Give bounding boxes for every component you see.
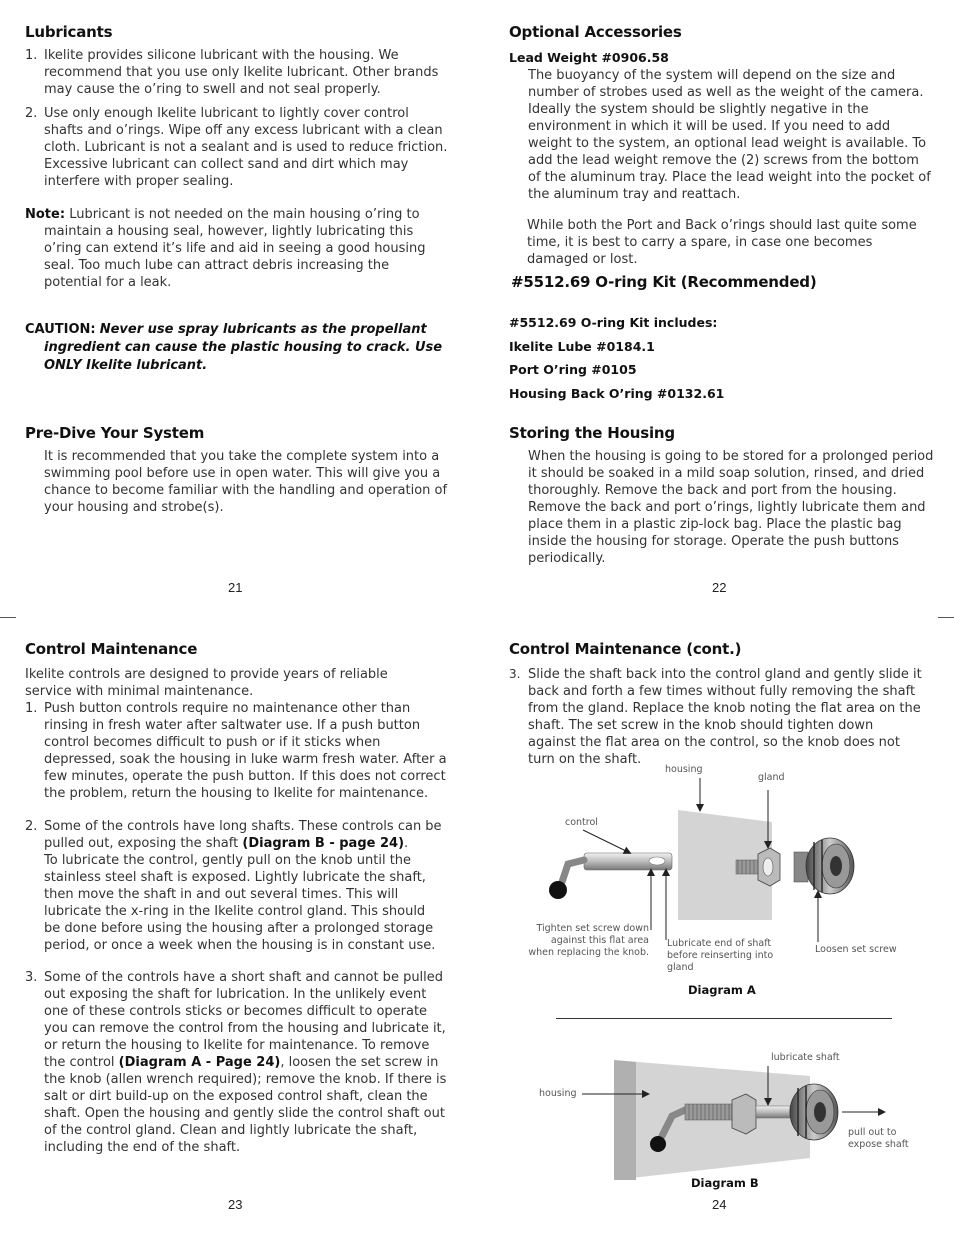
lubricant-note: [25, 206, 450, 291]
page-number-21: 21: [228, 580, 243, 595]
control-knob-ball: [650, 1136, 666, 1152]
gland-nut: [732, 1094, 756, 1134]
list-text: Ikelite provides silicone lubricant with the housing. We recommend that you use only Ikelite lubricant. Other brands may cause the o’ring to swell and not seal properly.: [44, 48, 439, 97]
lead-weight-text: The buoyancy of the system will depend on the size and number of strobes used as well as the weight of the camera. Ideally the system should be slightly negative in the environment in which it will be used. If you need to add weight to the system, an optional lead weight is available. To add the lead weight remove the (2) screws from the bottom of the aluminum tray. Place the lead weight into the pocket of the aluminum tray and reattach.: [528, 68, 931, 202]
page-number-24: 24: [712, 1197, 727, 1212]
kit-item: #5512.69 O-ring Kit includes:: [509, 315, 718, 330]
lubricants-item-2: [25, 105, 450, 190]
storing-text: When the housing is going to be stored for a prolonged period it should be soaked in a mild soap solution, rinsed, and dried thoroughly. Remove the back and port from the housing. Remove the back and port o’rings, lightly lubricate them and place them in a plastic zip-lock bag. Place the plastic bag inside the housing for storage. Operate the push buttons periodically.: [528, 449, 934, 566]
list-text: Push button controls require no maintenance other than rinsing in fresh water after saltwater use. If a push button control becomes difficult to push or if it sticks when depressed, soak the housing in luke warm fresh water. After a few minutes, operate the push button. If this does not correct the problem, return the housing to Ikelite for maintenance.: [44, 701, 447, 801]
page-number-22: 22: [712, 580, 727, 595]
diagram-a-reference: (Diagram A - Page 24): [118, 1055, 281, 1070]
crop-mark-right: [938, 617, 954, 618]
crop-mark-left: [0, 617, 16, 618]
predive-text: It is recommended that you take the complete system into a swimming pool before use in open water. This will give you a chance to become familiar with the handling and operation of your housing and strobe(s).: [44, 449, 448, 515]
control-maintenance-heading: Control Maintenance: [25, 640, 198, 658]
list-number: 2.: [25, 819, 38, 834]
diagram-divider: [556, 1018, 892, 1019]
exposed-shaft: [756, 1106, 790, 1118]
kit-item: Housing Back O’ring #0132.61: [509, 386, 725, 401]
list-text: [25, 818, 443, 954]
control-item-3: [25, 969, 450, 1156]
item3-text-b: , loosen the set screw in the knob (allen wrench required); remove the knob. If there is salt or dirt build-up on the exposed control shaft, clean the shaft. Open the housing and gently slide the control shaft out of the control gland. Clean and lightly lubricate the shaft, including the end of the shaft.: [44, 1055, 447, 1155]
caution-note: [25, 321, 450, 375]
diagram-a-tighten-label: Tighten set screw down against this flat area when replacing the knob.: [528, 923, 649, 958]
diagram-a-control-label: control: [565, 817, 598, 828]
lubricants-heading: Lubricants: [25, 23, 113, 41]
lubricants-item-1: [25, 47, 450, 98]
item3-text-a: Some of the controls have a short shaft and cannot be pulled out exposing the shaft for lubrication. In the unlikely event one of these controls sticks or becomes difficult to operate you can remove the control from the housing and lubricate it, or return the housing to Ikelite for maintenance. To remove the control: [44, 970, 446, 1070]
list-number: 3.: [25, 970, 38, 985]
diagram-a-caption: Diagram A: [688, 983, 756, 997]
page-number-23: 23: [228, 1197, 243, 1212]
kit-item: Port O’ring #0105: [509, 362, 637, 377]
lead-weight-title: Lead Weight #0906.58: [509, 50, 669, 65]
diagram-a-housing-label: housing: [665, 764, 703, 775]
item2-text-c: To lubricate the control, gently pull on the knob until the stainless steel shaft is exposed. Lightly lubricate the shaft, then move the shaft in and out several times. This will lubricate the x-ring in the Ikelite control gland. This should be done before using the housing after a prolonged storage period, or once a week when the housing is in constant use.: [44, 853, 436, 953]
optional-accessories-heading: Optional Accessories: [509, 23, 682, 41]
caution-text: Never use spray lubricants as the propellant ingredient can cause the plastic housing to crack. Use ONLY Ikelite lubricant.: [44, 322, 443, 373]
diagram-a-lubricate-label: Lubricate end of shaft before reinserting into gland: [667, 938, 774, 973]
control-knob-ball: [549, 881, 567, 899]
list-number: 2.: [25, 106, 38, 121]
control-cont-item-3: [509, 666, 924, 768]
list-text: Use only enough Ikelite lubricant to lightly cover control shafts and o’rings. Wipe off any excess lubricant with a clean cloth. Lubricant is not a sealant and is used to reduce friction. Excessive lubricant can collect sand and dirt which may interfere with proper sealing.: [44, 106, 448, 189]
diagram-b-lubricate-label: lubricate shaft: [771, 1052, 840, 1063]
control-item-1: [25, 700, 453, 802]
control-maintenance-cont-heading: Control Maintenance (cont.): [509, 640, 742, 658]
storing-heading: Storing the Housing: [509, 424, 675, 442]
list-number: 1.: [25, 48, 38, 63]
diagram-b-pull-label: pull out to expose shaft: [848, 1127, 909, 1150]
note-text: Lubricant is not needed on the main housing o’ring to maintain a housing seal, however, lightly lubricating this o’ring can extend it’s life and aid in seeing a good housing seal. Too much lube can attract debris increasing the potential for a leak.: [44, 207, 426, 290]
note-label: Note:: [25, 207, 66, 222]
item2-text-a: Some of the controls have long shafts. These controls can be pulled out, exposing the shaft: [44, 819, 442, 851]
control-item-2: [25, 818, 443, 954]
caution-label: CAUTION:: [25, 322, 96, 337]
diagram-a-loosen-label: Loosen set screw: [815, 944, 897, 955]
kit-item: Ikelite Lube #0184.1: [509, 339, 655, 354]
list-text: Slide the shaft back into the control gland and gently slide it back and forth a few times without fully removing the shaft from the gland. Replace the knob noting the flat area on the shaft. The set screw in the knob should tighten down against the flat area on the control, so the knob does not turn on the shaft.: [528, 667, 922, 767]
control-intro: Ikelite controls are designed to provide years of reliable service with minimal maintenance.: [25, 667, 388, 699]
diagram-b-caption: Diagram B: [691, 1176, 759, 1190]
list-number: 1.: [25, 701, 38, 716]
diagram-a-gland-label: gland: [758, 772, 785, 783]
diagram-b-housing-label: housing: [539, 1088, 577, 1099]
predive-heading: Pre-Dive Your System: [25, 424, 205, 442]
diagram-b-reference: (Diagram B - page 24): [242, 836, 405, 851]
diagram-b: [500, 1040, 940, 1190]
control-lever: [562, 860, 584, 882]
list-number: 3.: [509, 667, 521, 681]
oring-kit-heading: #5512.69 O-ring Kit (Recommended): [511, 273, 817, 291]
item2-text-b: .: [404, 836, 409, 851]
list-text: [25, 969, 450, 1156]
oring-spare-text: While both the Port and Back o’rings should last quite some time, it is best to carry a spare, in case one becomes damaged or lost.: [527, 218, 917, 267]
